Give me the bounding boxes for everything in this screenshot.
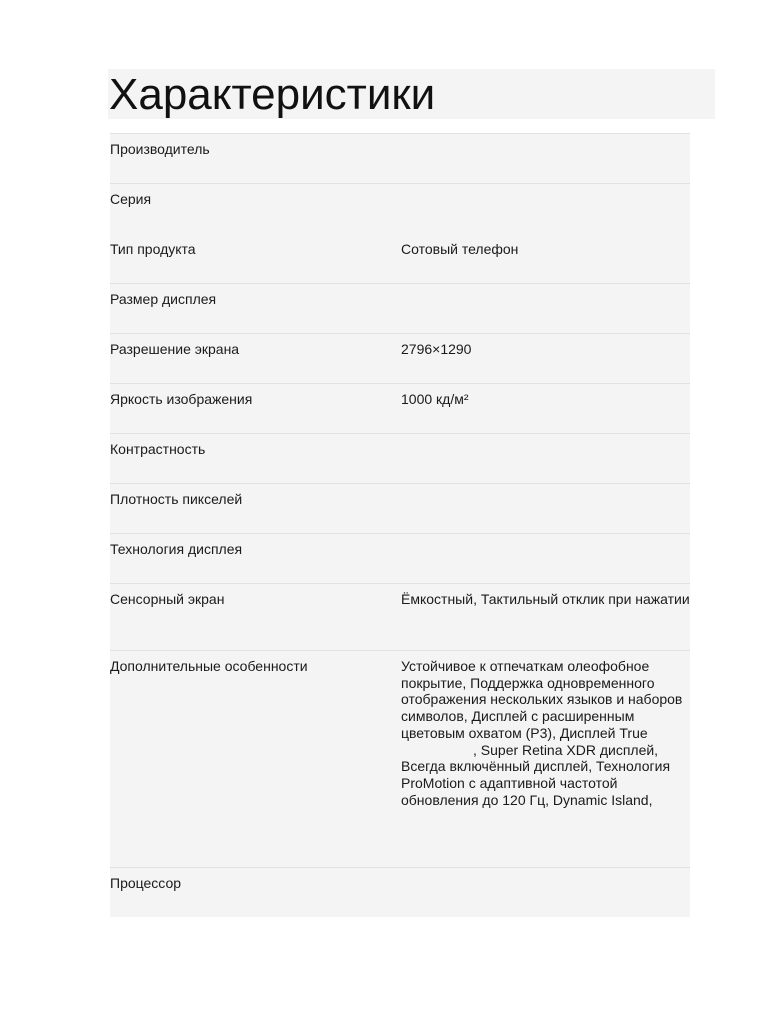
spec-label: Процессор (110, 875, 182, 891)
spec-label: Яркость изображения (110, 391, 253, 407)
page-title: Характеристики (108, 69, 715, 119)
spec-row-brightness (110, 384, 690, 434)
spec-row-touchscreen (110, 584, 690, 651)
spec-row-display-size (110, 284, 690, 334)
spec-label: Контрастность (110, 441, 206, 457)
spec-value (401, 184, 690, 234)
spec-value (401, 434, 690, 483)
spec-row-manufacturer (110, 134, 690, 184)
spec-label: Дополнительные особенности (110, 658, 308, 674)
spec-value (401, 284, 690, 333)
spec-value (401, 534, 690, 583)
spec-row-resolution (110, 334, 690, 384)
spec-label: Серия (110, 191, 152, 207)
spec-label: Плотность пикселей (110, 491, 243, 507)
spec-label: Тип продукта (110, 241, 196, 257)
spec-value-part: Устойчивое к отпечаткам олеофобное покрытие, Поддержка одновременного отображения нескольких языков и наборов символов, Дисплей с расширенным цветовым охватом (P3), Дисплей True (401, 658, 683, 741)
spec-row-additional-features (110, 651, 690, 868)
spec-label: Производитель (110, 141, 210, 157)
spec-row-series (110, 184, 690, 234)
spec-value-part: , Super Retina XDR дисплей, Всегда включённый дисплей, Технология ProMotion с адаптивной частотой обновления до 120 Гц, Dynamic Island, (401, 741, 671, 808)
spec-table (110, 133, 690, 917)
spec-row-pixel-density (110, 484, 690, 534)
spec-value (401, 134, 690, 183)
spec-value (401, 651, 690, 867)
spec-row-display-technology (110, 534, 690, 584)
spec-row-product-type (110, 234, 690, 284)
spec-row-processor (110, 868, 690, 917)
spec-value (401, 484, 690, 533)
spec-value: Сотовый телефон (401, 241, 519, 257)
spec-value: Ёмкостный, Тактильный отклик при нажатии (401, 591, 690, 607)
spec-value (401, 868, 690, 917)
spec-value: 2796×1290 (401, 341, 472, 357)
spec-value: 1000 кд/м² (401, 391, 469, 407)
spec-label: Разрешение экрана (110, 341, 240, 357)
spec-label: Сенсорный экран (110, 591, 225, 607)
spec-row-contrast (110, 434, 690, 484)
spec-label: Размер дисплея (110, 291, 217, 307)
spec-label: Технология дисплея (110, 541, 243, 557)
